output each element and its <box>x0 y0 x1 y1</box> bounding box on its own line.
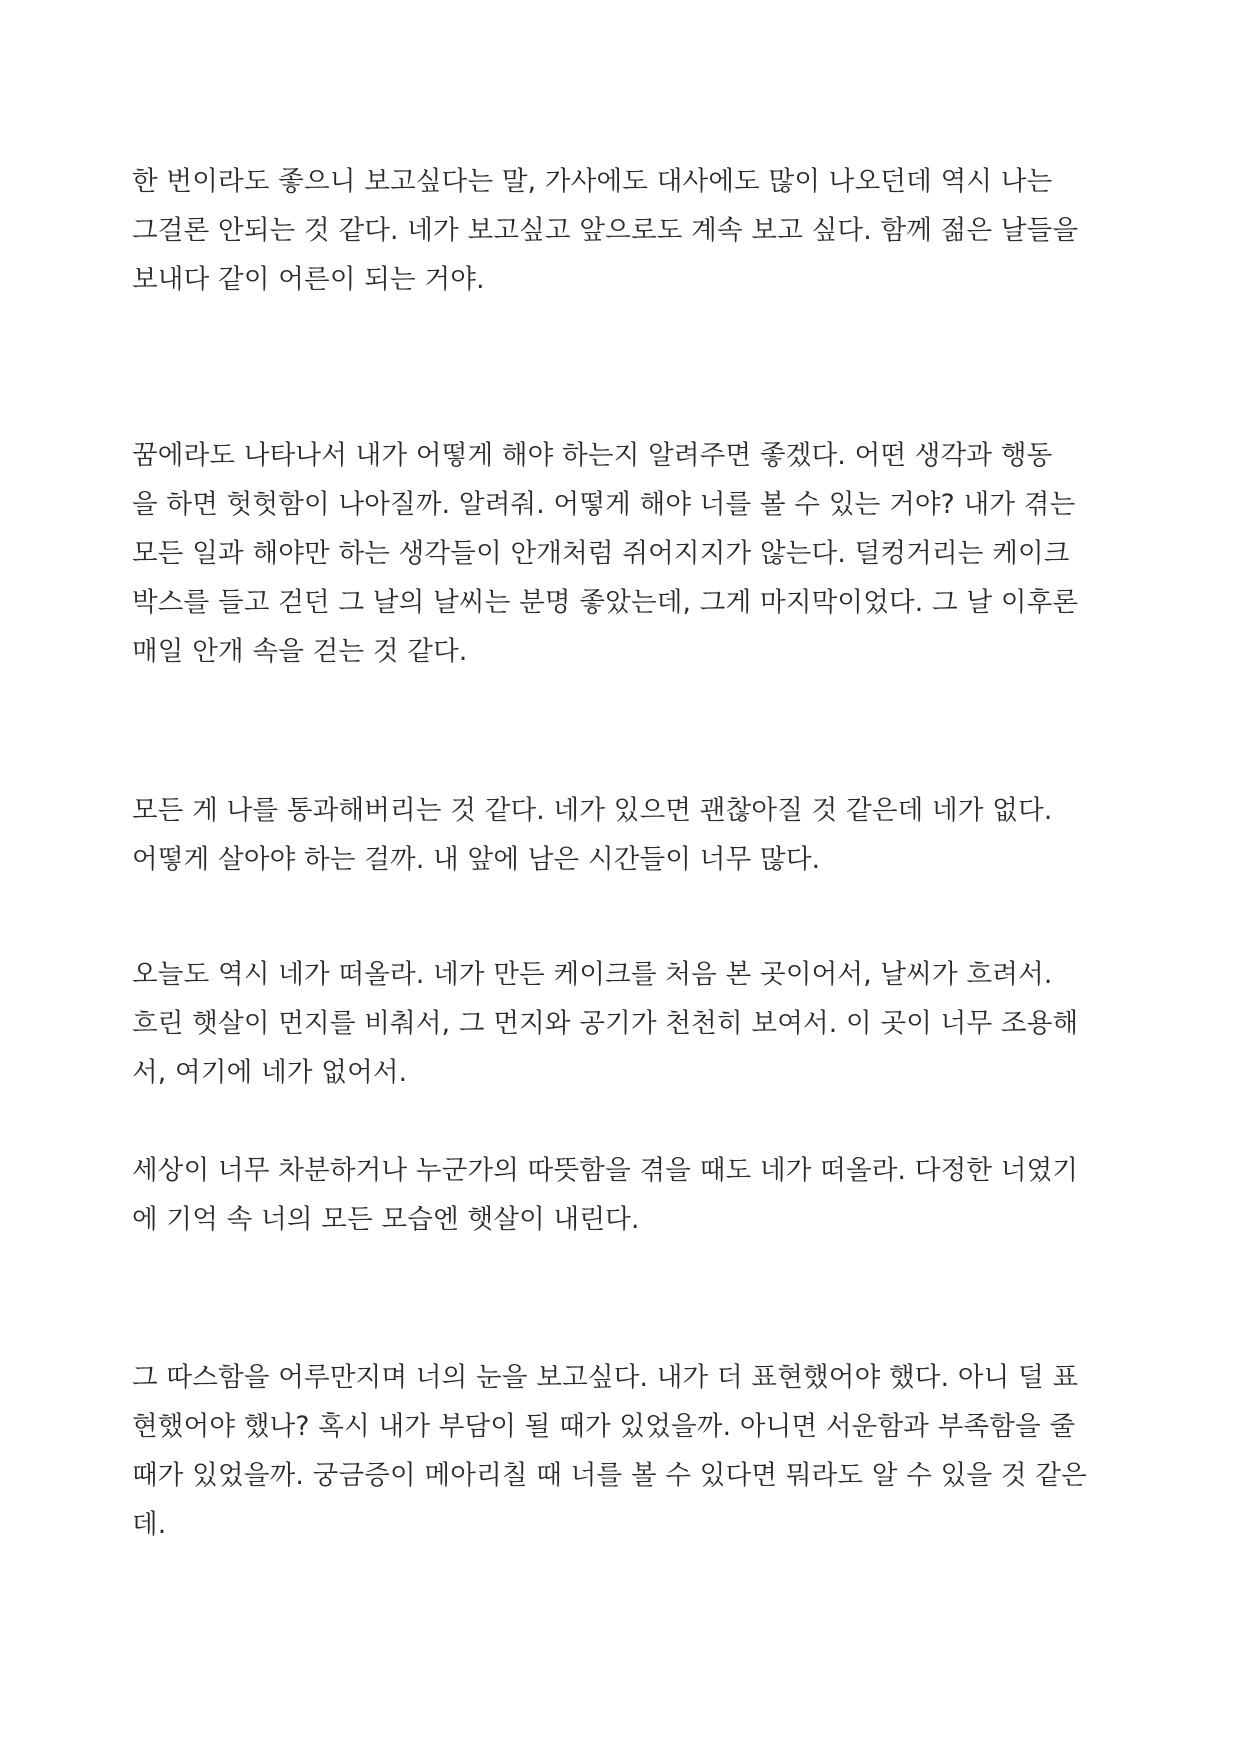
paragraph-3: 모든 게 나를 통과해버리는 것 같다. 네가 있으면 괜찮아질 것 같은데 네가 없다. 어떻게 살아야 하는 걸까. 내 앞에 남은 시간들이 너무 많다. <box>132 795 1053 875</box>
paragraph-5: 세상이 너무 차분하거나 누군가의 따뜻함을 겪을 때도 네가 떠올라. 다정한 너였기 에 기억 속 너의 모든 모습엔 햇살이 내린다. <box>132 1155 1079 1235</box>
paragraph-4: 오늘도 역시 네가 떠올라. 네가 만든 케이크를 처음 본 곳이어서, 날씨가 흐려서. 흐린 햇살이 먼지를 비춰서, 그 먼지와 공기가 천천히 보여서. 이 곳이 너무 조용해 서, 여기에 네가 없어서. <box>132 959 1079 1088</box>
paragraph-2: 꿈에라도 나타나서 내가 어떻게 해야 하는지 알려주면 좋겠다. 어떤 생각과 행동 을 하면 헛헛함이 나아질까. 알려줘. 어떻게 해야 너를 볼 수 있는 거야? 내가 겪는 모든 일과 해야만 하는 생각들이 안개처럼 쥐어지지가 않는다. 덜컹거리는 케이크 박스를 들고 걷던 그 날의 날씨는 분명 좋았는데, 그게 마지막이었다. 그 날 이후론 매일 안개 속을 걷는 것 같다. <box>132 440 1079 667</box>
paragraph-6: 그 따스함을 어루만지며 너의 눈을 보고싶다. 내가 더 표현했어야 했다. 아니 덜 표 현했어야 했나? 혹시 내가 부담이 될 때가 있었을까. 아니면 서운함과 부족함을 줄 때가 있었을까. 궁금증이 메아리칠 때 너를 볼 수 있다면 뭐라도 알 수 있을 것 같은 데. <box>132 1362 1087 1540</box>
paragraph-1: 한 번이라도 좋으니 보고싶다는 말, 가사에도 대사에도 많이 나오던데 역시 나는 그걸론 안되는 것 같다. 네가 보고싶고 앞으로도 계속 보고 싶다. 함께 젊은 날들을 보내다 같이 어른이 되는 거야. <box>132 166 1079 295</box>
